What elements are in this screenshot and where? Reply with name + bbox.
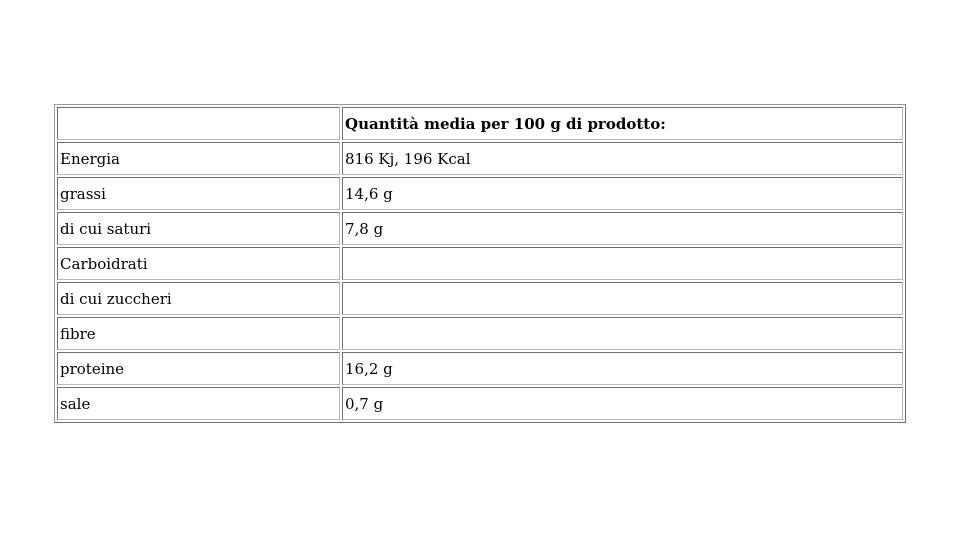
row-label-fibre: fibre — [57, 317, 340, 350]
table-row — [57, 317, 903, 350]
row-value-sale: 0,7 g — [342, 387, 903, 420]
table-header-row — [57, 107, 903, 140]
row-label-zuccheri: di cui zuccheri — [57, 282, 340, 315]
row-value-zuccheri — [342, 282, 903, 315]
nutrition-table — [54, 104, 906, 423]
table-row — [57, 387, 903, 420]
row-label-sale: sale — [57, 387, 340, 420]
table-row — [57, 352, 903, 385]
row-value-energia: 816 Kj, 196 Kcal — [342, 142, 903, 175]
table-row — [57, 282, 903, 315]
table-row — [57, 212, 903, 245]
row-label-saturi: di cui saturi — [57, 212, 340, 245]
row-value-carboidrati — [342, 247, 903, 280]
row-label-energia: Energia — [57, 142, 340, 175]
table-row — [57, 177, 903, 210]
row-label-proteine: proteine — [57, 352, 340, 385]
row-label-carboidrati: Carboidrati — [57, 247, 340, 280]
header-label-cell — [57, 107, 340, 140]
row-label-grassi: grassi — [57, 177, 340, 210]
row-value-saturi: 7,8 g — [342, 212, 903, 245]
row-value-fibre — [342, 317, 903, 350]
table-row — [57, 142, 903, 175]
row-value-proteine: 16,2 g — [342, 352, 903, 385]
row-value-grassi: 14,6 g — [342, 177, 903, 210]
header-value-cell: Quantità media per 100 g di prodotto: — [342, 107, 903, 140]
table-row — [57, 247, 903, 280]
